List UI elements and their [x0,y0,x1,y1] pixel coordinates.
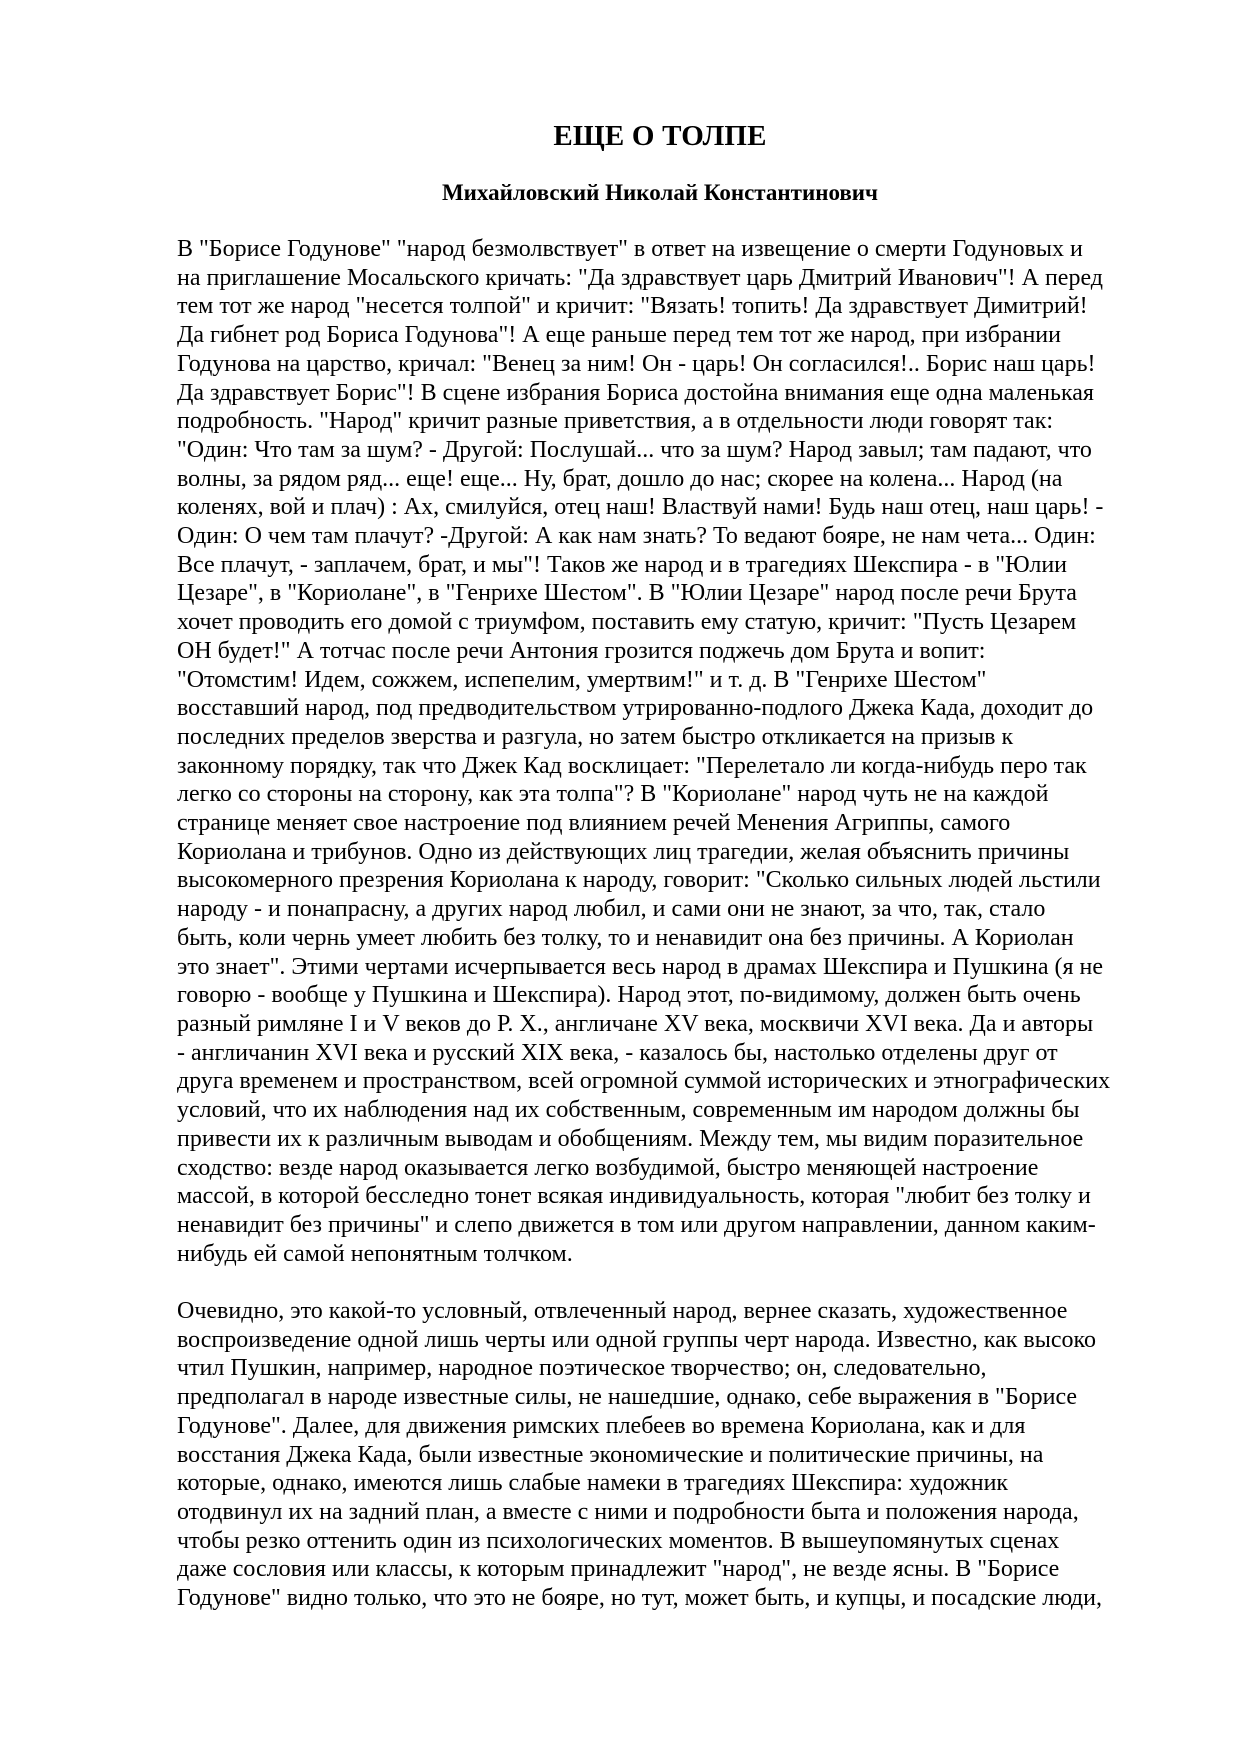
text-line: В "Борисе Годунове" "народ безмолвствует" в ответ на извещение о смерти Годуновых и [177,236,1083,262]
text-line: предполагал в народе известные силы, не нашедшие, однако, себе выражения в "Борисе [177,1384,1078,1411]
text-line: на приглашение Мосальского кричать: "Да здравствует царь Дмитрий Иванович"! А перед [177,264,1103,291]
text-line: быть, коли чернь умеет любить без толку, то и ненавидит она без причины. А Кориолан [177,924,1074,951]
text-line: Очевидно, это какой-то условный, отвлеченный народ, вернее сказать, художественное [177,1298,1068,1324]
text-line: ОН будет!" А тотчас после речи Антония грозится поджечь дом Брута и вопит: [177,637,986,664]
document-author: Михайловский Николай Константинович [441,180,879,205]
text-line: странице меняет свое настроение под влиянием речей Менения Агриппы, самого [177,810,1011,837]
text-line: говорю - вообще у Пушкина и Шекспира). Народ этот, по-видимому, должен быть очень [177,982,1081,1009]
text-line: Годунове". Далее, для движения римских плебеев во времена Кориолана, как и для [177,1412,1026,1439]
text-line: легко со стороны на сторону, как эта толпа"? В "Кориолане" народ чуть не на каждой [177,781,1049,808]
text-line: законному порядку, так что Джек Кад восклицает: "Перелетало ли когда-нибудь перо так [177,752,1087,779]
text-line: отодвинул их на задний план, а вместе с ними и подробности быта и положения народа, [177,1498,1079,1525]
paragraph [177,1297,1137,1613]
document-title: ЕЩЕ О ТОЛПЕ [553,120,767,152]
text-line: коленях, вой и плач) : Ах, смилуйся, отец наш! Властвуй нами! Будь наш отец, наш царь! - [177,494,1104,521]
text-line: волны, за рядом ряд... еще! еще... Ну, брат, дошло до нас; скорее на колена... Народ (на [177,465,1063,492]
text-line: массой, в которой бесследно тонет всякая индивидуальность, которая "любит без толку и [177,1183,1091,1210]
text-line: Да здравствует Борис"! В сцене избрания Бориса достойна внимания еще одна маленькая [177,379,1094,406]
text-line: Кориолана и трибунов. Одно из действующих лиц трагедии, желая объяснить причины [177,838,1070,865]
text-line: Цезаре", в "Кориолане", в "Генрихе Шестом". В "Юлии Цезаре" народ после речи Брута [177,580,1077,607]
text-line: народу - и понапрасну, а других народ любил, и сами они не знают, за что, так, стало [177,896,1046,923]
text-line: чтобы резко оттенить один из психологических моментов. В вышеупомянутых сценах [177,1527,1060,1554]
text-line: воспроизведение одной лишь черты или одной группы черт народа. Известно, как высоко [177,1326,1096,1353]
text-line: Да гибнет род Бориса Годунова"! А еще раньше перед тем тот же народ, при избрании [177,322,1061,349]
text-line: - англичанин XVI века и русский XIX века, - казалось бы, настолько отделены друг от [177,1039,1058,1066]
text-line: восставший народ, под предводительством утрированно-подлого Джека Када, доходит до [177,695,1094,722]
text-line: "Один: Что там за шум? - Другой: Послушай... что за шум? Народ завыл; там падают, что [177,436,1092,463]
text-line: привести их к различным выводам и обобщениям. Между тем, мы видим поразительное [177,1125,1084,1152]
text-line: восстания Джека Када, были известные экономические и политические причины, на [177,1441,1044,1468]
document-body [177,235,1137,1641]
text-line: это знает". Этими чертами исчерпывается весь народ в драмах Шекспира и Пушкина (я не [177,953,1103,980]
text-line: Годунове" видно только, что это не бояре, но тут, может быть, и купцы, и посадские люди, [177,1585,1102,1612]
text-line: тем тот же народ "несется толпой" и кричит: "Вязать! топить! Да здравствует Димитрий! [177,293,1088,320]
text-line: которые, однако, имеются лишь слабые намеки в трагедиях Шекспира: художник [177,1470,1009,1497]
text-line: Годунова на царство, кричал: "Венец за ним! Он - царь! Он согласился!.. Борис наш царь! [177,350,1096,377]
text-line: условий, что их наблюдения над их собственным, современным им народом должны бы [177,1097,1080,1124]
text-line: хочет проводить его домой с триумфом, поставить ему статую, кричит: "Пусть Цезарем [177,609,1077,636]
text-line: последних пределов зверства и разгула, но затем быстро откликается на призыв к [177,723,1014,750]
text-line: друга временем и пространством, всей огромной суммой исторических и этнографических [177,1068,1111,1095]
text-line: сходство: везде народ оказывается легко возбудимой, быстро меняющей настроение [177,1154,1039,1181]
text-line: высокомерного презрения Кориолана к народу, говорит: "Сколько сильных людей льстили [177,867,1101,894]
text-line: ненавидит без причины" и слепо движется в том или другом направлении, данном каким- [177,1211,1096,1238]
text-line: нибудь ей самой непонятным толчком. [177,1240,573,1267]
paragraph [177,235,1137,1268]
text-line: подробность. "Народ" кричит разные приветствия, а в отдельности люди говорят так: [177,408,1054,435]
text-line: Один: О чем там плачут? -Другой: А как нам знать? То ведают бояре, не нам чета... Один: [177,523,1096,550]
text-line: разный римляне I и V веков до Р. Х., англичане XV века, москвичи XVI века. Да и авторы [177,1010,1094,1037]
text-line: даже сословия или классы, к которым принадлежит "народ", не везде ясны. В "Борисе [177,1556,1060,1583]
text-line: Все плачут, - заплачем, брат, и мы"! Таков же народ и в трагедиях Шекспира - в "Юлии [177,551,1068,578]
text-line: чтил Пушкин, например, народное поэтическое творчество; он, следовательно, [177,1355,987,1382]
text-line: "Отомстим! Идем, сожжем, испепелим, умертвим!" и т. д. В "Генрихе Шестом" [177,666,987,693]
